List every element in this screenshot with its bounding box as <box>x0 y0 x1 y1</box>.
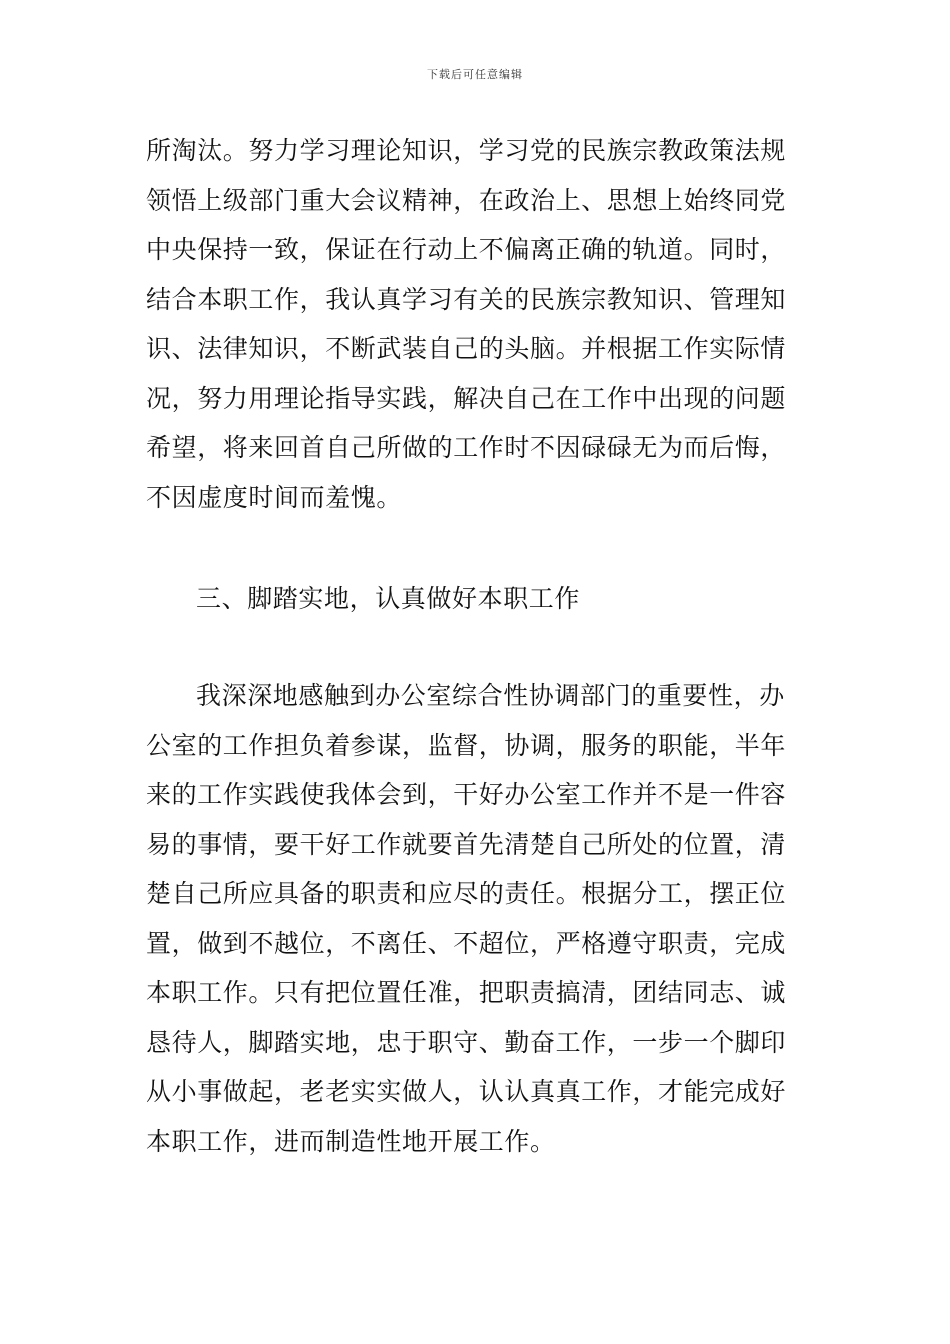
paragraph-line: 况，努力用理论指导实践，解决自己在工作中出现的问题 <box>146 383 787 413</box>
paragraph-2 <box>146 671 826 1166</box>
paragraph-line: 领悟上级部门重大会议精神，在政治上、思想上始终同党 <box>146 185 787 215</box>
paragraph-1 <box>146 126 826 522</box>
paragraph-line: 不因虚度时间而羞愧。 <box>146 482 403 512</box>
paragraph-line: 所淘汰。努力学习理论知识，学习党的民族宗教政策法规 <box>146 136 787 165</box>
paragraph-line: 识、法律知识，不断武装自己的头脑。并根据工作实际情 <box>146 334 787 363</box>
paragraph-line: 公室的工作担负着参谋，监督，协调，服务的职能，半年 <box>146 730 787 760</box>
paragraph-line: 恳待人，脚踏实地，忠于职守、勤奋工作，一步一个脚印 <box>146 1027 787 1057</box>
paragraph-line: 本职工作，进而制造性地开展工作。 <box>146 1126 556 1156</box>
paragraph-line: 本职工作。只有把位置任准，把职责搞清，团结同志、诚 <box>146 978 787 1007</box>
paragraph-line: 置，做到不越位，不离任、不超位，严格遵守职责，完成 <box>146 928 787 958</box>
paragraph-line: 结合本职工作，我认真学习有关的民族宗教知识、管理知 <box>146 284 787 314</box>
paragraph-line: 易的事情，要干好工作就要首先清楚自己所处的位置，清 <box>146 829 787 859</box>
paragraph-line: 中央保持一致，保证在行动上不偏离正确的轨道。同时， <box>146 235 787 264</box>
paragraph-line: 楚自己所应具备的职责和应尽的责任。根据分工，摆正位 <box>146 879 787 908</box>
paragraph-line: 我深深地感触到办公室综合性协调部门的重要性，办 <box>196 681 785 710</box>
section-heading-text: 三、脚踏实地，认真做好本职工作 <box>196 584 581 613</box>
paragraph-line: 希望，将来回首自己所做的工作时不因碌碌无为而后悔， <box>146 433 787 462</box>
paragraph-line: 从小事做起，老老实实做人，认认真真工作，才能完成好 <box>146 1077 787 1106</box>
page-header-note: 下载后可任意编辑 <box>427 68 523 81</box>
section-heading <box>196 574 876 624</box>
paragraph-line: 来的工作实践使我体会到，干好办公室工作并不是一件容 <box>146 780 787 809</box>
